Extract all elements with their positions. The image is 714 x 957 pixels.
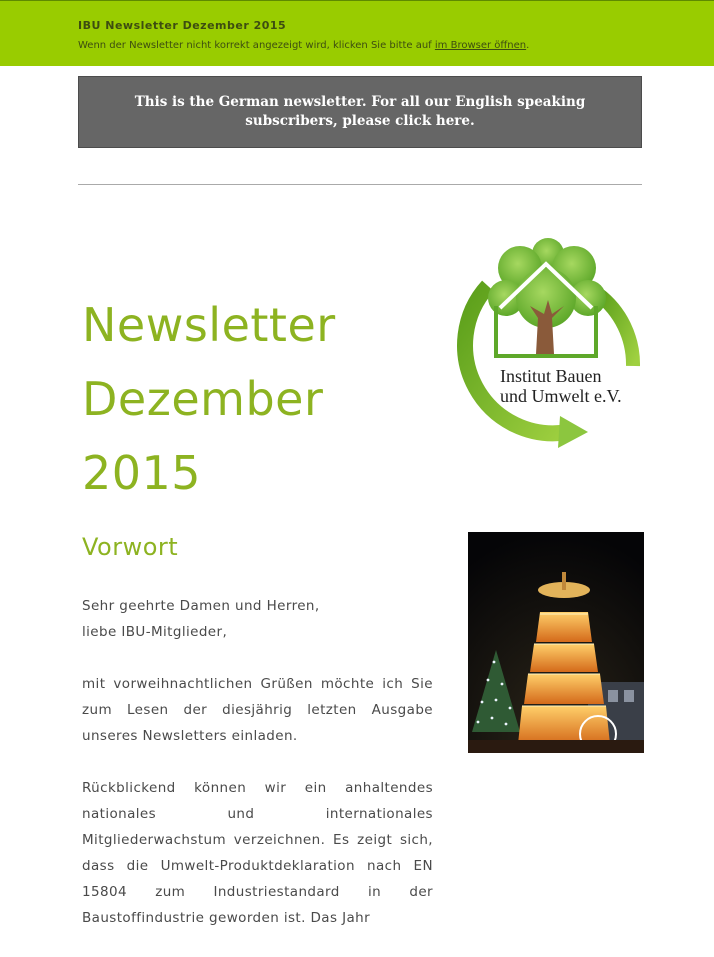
paragraph-review: Rückblickend können wir ein anhaltendes nationales und internationales Mitgliederwachstum verzeichnen. Es zeigt sich, dass die Umwelt-Produktdeklaration nach EN 15804 zum Industriestandard in der Baustoffindustrie geworden ist. Das Jahr (82, 780, 433, 926)
english-version-banner[interactable] (78, 76, 642, 148)
page-title-line1: Newsletter (82, 298, 336, 352)
browser-notice-end: . (526, 40, 530, 51)
intro-text (82, 593, 433, 957)
section-title: Vorwort (82, 533, 179, 561)
page-title-line2: Dezember (82, 372, 324, 426)
greeting-line1: Sehr geehrte Damen und Herren, (82, 598, 320, 614)
page-title-line3: 2015 (82, 446, 202, 500)
open-in-browser-link[interactable]: im Browser öffnen (434, 40, 527, 51)
greeting-line2: liebe IBU-Mitglieder, (82, 624, 228, 640)
divider (78, 184, 642, 185)
greeting (82, 593, 433, 645)
tree-icon (488, 238, 606, 358)
christmas-pyramid-photo (468, 532, 644, 753)
newsletter-title: IBU Newsletter Dezember 2015 (78, 19, 287, 32)
logo-text-line2: und Umwelt e.V. (500, 386, 622, 406)
browser-notice-text: Wenn der Newsletter nicht korrekt angezeigt wird, klicken Sie bitte auf (78, 40, 432, 51)
header-bar (0, 0, 714, 66)
browser-notice (78, 40, 529, 51)
ring-arrow-icon (558, 416, 588, 448)
logo-text-line1: Institut Bauen (500, 366, 602, 386)
paragraph-invite: mit vorweihnachtlichen Grüßen möchte ich Sie zum Lesen der diesjährig letzten Ausgabe unseres Newsletters einladen. (82, 676, 433, 744)
page-title (82, 288, 402, 510)
english-version-link[interactable]: This is the German newsletter. For all our English speaking subscribers, please click here. (134, 94, 586, 129)
ibu-logo (448, 236, 644, 448)
